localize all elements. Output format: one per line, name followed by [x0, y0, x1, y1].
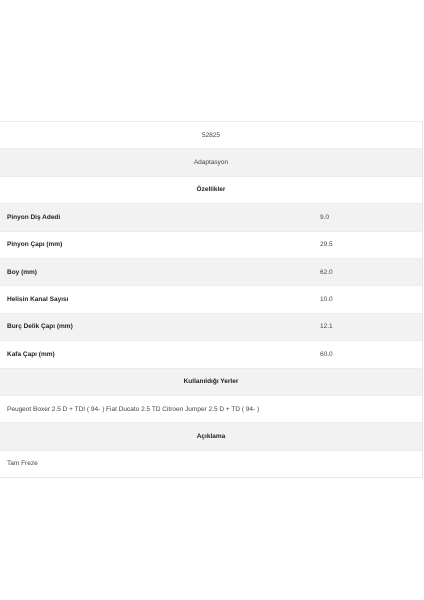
- spec-row: [0, 285, 422, 312]
- spec-value: 9.0: [320, 213, 330, 221]
- product-spec-table: [0, 121, 423, 478]
- spec-row: [0, 313, 422, 340]
- specs-heading: Özellikler: [196, 186, 226, 194]
- product-code: 52825: [201, 131, 221, 139]
- usage-text: Peugeot Boxer 2.5 D + TDI ( 94- ) Fiat Ducato 2.5 TD Citroen Jumper 2.5 D + TD ( 94- ): [7, 405, 260, 413]
- spec-label: Pinyon Diş Adedi: [7, 213, 61, 221]
- spec-label: Boy (mm): [7, 268, 37, 276]
- spec-label: Pinyon Çapı (mm): [7, 241, 63, 249]
- spec-label: Burç Delik Çapı (mm): [7, 323, 73, 331]
- spec-row: [0, 258, 422, 285]
- usage-heading-row: [0, 368, 422, 395]
- spec-value: 62.0: [320, 268, 333, 276]
- specs-heading-row: [0, 176, 422, 203]
- spec-value: 29.5: [320, 241, 333, 249]
- product-category: Adaptasyon: [193, 159, 229, 167]
- usage-heading: Kullanıldığı Yerler: [183, 378, 239, 386]
- description-text-row: [0, 450, 422, 477]
- spec-label: Helisin Kanal Sayısı: [7, 296, 69, 304]
- spec-row: [0, 340, 422, 367]
- usage-text-row: [0, 395, 422, 422]
- description-heading: Açıklama: [196, 432, 226, 440]
- spec-row: [0, 203, 422, 230]
- product-code-row: [0, 121, 422, 148]
- product-category-row: [0, 148, 422, 175]
- spec-value: 12.1: [320, 323, 333, 331]
- spec-label: Kafa Çapı (mm): [7, 350, 55, 358]
- description-text: Tam Freze: [7, 460, 38, 468]
- spec-value: 10.0: [320, 296, 333, 304]
- spec-value: 60.0: [320, 350, 333, 358]
- spec-row: [0, 231, 422, 258]
- description-heading-row: [0, 422, 422, 449]
